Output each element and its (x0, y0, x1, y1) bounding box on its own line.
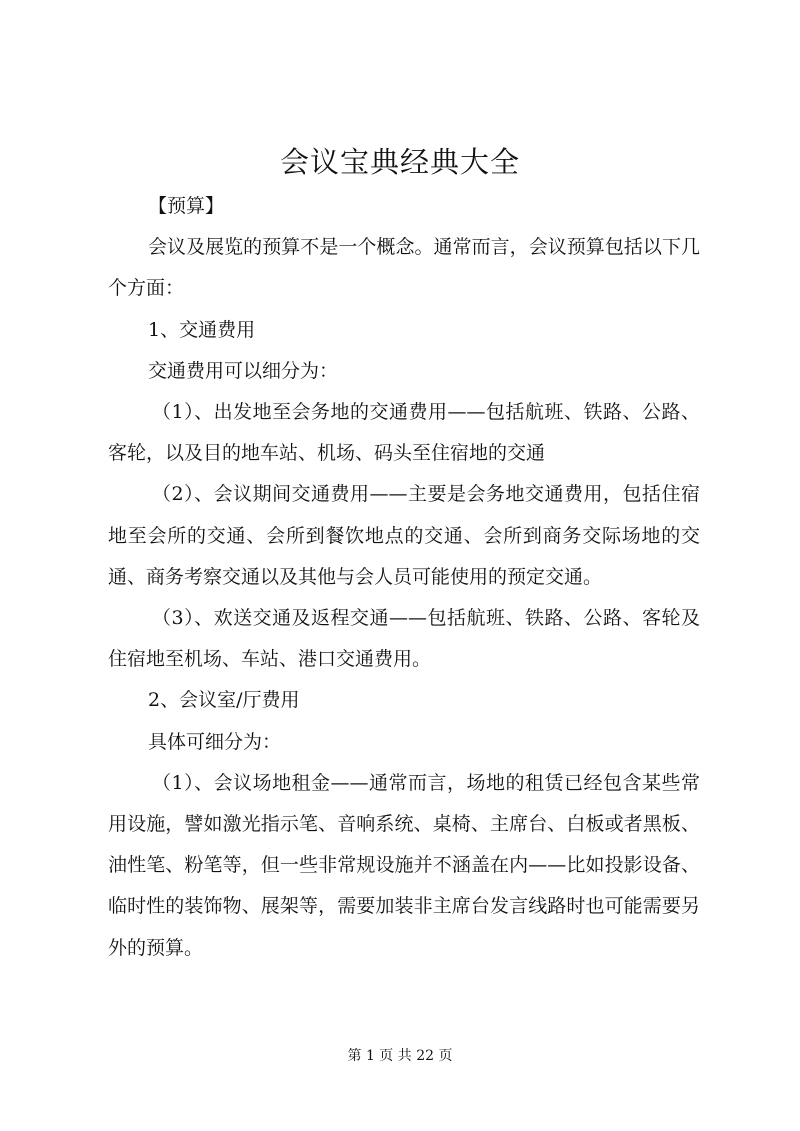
list-item-transport-3: （3）、欢送交通及返程交通——包括航班、铁路、公路、客轮及住宿地至机场、车站、港口交通费用。 (108, 607, 700, 671)
list-item-meeting-room-1: （1）、会议场地租金——通常而言，场地的租赁已经包含某些常用设施，譬如激光指示笔、音响系统、桌椅、主席台、白板或者黑板、油性笔、粉笔等，但一些非常规设施并不涵盖在内——比如投影设备、临时性的装饰物、展架等，需要加装非主席台发言线路时也可能需要另外的预算。 (108, 771, 700, 959)
paragraph-meeting-room-intro: 具体可细分为： (148, 730, 282, 753)
section-heading-transport: 1、交通费用 (148, 318, 256, 341)
list-item-transport-1: （1）、出发地至会务地的交通费用——包括航班、铁路、公路、客轮，以及目的地车站、机场、码头至住宿地的交通 (108, 401, 700, 465)
page-footer: 第 1 页 共 22 页 (347, 1048, 453, 1064)
list-item-transport-2: （2）、会议期间交通费用——主要是会务地交通费用，包括住宿地至会所的交通、会所到餐饮地点的交通、会所到商务交际场地的交通、商务考察交通以及其他与会人员可能使用的预定交通。 (108, 483, 700, 588)
paragraph-transport-intro: 交通费用可以细分为： (148, 359, 339, 382)
section-heading-meeting-room: 2、会议室/厅费用 (148, 689, 300, 712)
document-body (108, 186, 700, 969)
section-heading-budget: 【预算】 (148, 195, 225, 217)
document-title: 会议宝典经典大全 (279, 145, 520, 179)
paragraph-intro: 会议及展览的预算不是一个概念。通常而言，会议预算包括以下几个方面： (108, 236, 700, 300)
